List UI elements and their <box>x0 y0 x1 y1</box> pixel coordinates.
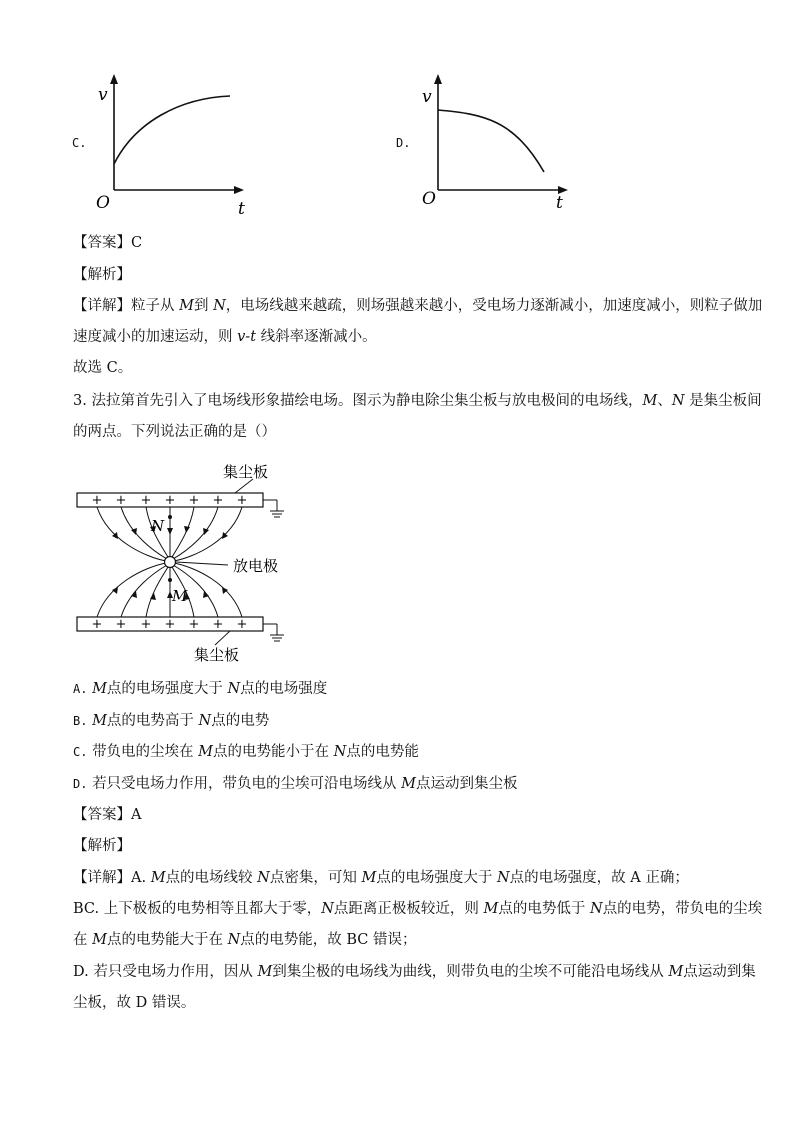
var-n: N <box>227 932 241 948</box>
bottom-plate-label: 集尘板 <box>194 646 240 664</box>
text: D. 若只受电场力作用，因从 <box>73 964 258 980</box>
electrode-label: 放电极 <box>233 557 279 575</box>
detail-tag: 【详解】 <box>73 298 131 314</box>
q3-analysis-line <box>73 835 733 857</box>
text: 点的电势 <box>211 713 270 729</box>
var-m: M <box>401 776 417 792</box>
q2-analysis-line <box>73 264 733 286</box>
graph-d <box>414 72 574 222</box>
precipitator-figure <box>70 455 370 670</box>
text: 速度减小的加速运动，则 <box>73 329 238 345</box>
graph-c-curve <box>114 96 230 164</box>
bottom-ground-icon <box>263 624 284 641</box>
graph-c-v-label: v <box>98 85 108 105</box>
q3-detail-line-4 <box>73 961 756 983</box>
text: 若只受电场力作用，带负电的尘埃可沿电场线从 <box>92 776 402 792</box>
plus-sign: + <box>140 617 152 632</box>
point-n-label: N <box>151 517 165 535</box>
graph-c-t-arrow <box>234 186 244 194</box>
text: 在 <box>73 932 93 948</box>
q2-detail-line-2 <box>73 326 733 348</box>
var-m: M <box>257 964 273 980</box>
plus-sign: + <box>140 493 152 508</box>
point-m-label: M <box>172 587 188 605</box>
q2-conclusion: 故选 C。 <box>73 360 133 376</box>
var-n: N <box>213 298 226 314</box>
var-n: N <box>321 901 334 917</box>
graph-d-curve <box>438 110 544 172</box>
graph-c <box>90 72 250 222</box>
text: 到集尘极的电场线为曲线，则带负电的尘埃不可能沿电场线从 <box>272 964 669 980</box>
q3-detail-line-5: 尘板，故 D 错误。 <box>73 995 196 1011</box>
plus-sign: + <box>115 617 127 632</box>
option-letter: B. <box>73 714 88 728</box>
text: 线斜率逐渐减小。 <box>256 329 377 345</box>
plus-sign: + <box>236 617 248 632</box>
text: 点密集，可知 <box>269 870 362 886</box>
q2-answer-line <box>73 232 733 254</box>
option-a <box>73 678 733 700</box>
answer-value: A <box>131 807 142 823</box>
option-letter: D. <box>73 777 88 791</box>
var-n: N <box>333 744 347 760</box>
electrode-leader <box>176 562 228 565</box>
graph-d-origin: O <box>422 189 436 209</box>
point-m <box>168 578 172 582</box>
var-n: N <box>257 870 270 886</box>
text: ，电场线越来越疏，则场强越来越小，受电场力逐渐减小，加速度减小，则粒子做加 <box>225 298 763 314</box>
plus-sign: + <box>115 493 127 508</box>
text: 点的电场强度 <box>240 681 328 697</box>
field-lines-bottom <box>97 563 242 617</box>
var-vt: v-t <box>237 329 257 345</box>
text: 点的电场强度大于 <box>376 870 497 886</box>
graph-c-t-label: t <box>238 199 245 219</box>
text: 点的电势能 <box>346 744 419 760</box>
plus-sign: + <box>164 617 176 632</box>
var-n: N <box>227 681 241 697</box>
plus-sign: + <box>236 493 248 508</box>
plus-sign: + <box>212 617 224 632</box>
var-m: M <box>668 964 684 980</box>
text: 粒子从 <box>131 298 180 314</box>
top-plate-leader <box>235 479 253 493</box>
var-m: M <box>642 393 658 409</box>
text: 点的电势能，故 BC 错误； <box>240 932 417 948</box>
var-m: M <box>361 870 377 886</box>
plus-sign: + <box>188 617 200 632</box>
var-m: M <box>92 713 107 729</box>
answer-tag: 【答案】 <box>73 807 131 823</box>
option-c <box>73 741 733 763</box>
text: A. <box>131 870 151 886</box>
q3-detail-line-2 <box>73 898 763 920</box>
graph-d-t-label: t <box>556 193 563 213</box>
text: 点的电势高于 <box>106 713 199 729</box>
var-m: M <box>92 681 107 697</box>
q2-detail-line-1 <box>73 295 763 317</box>
text: BC. 上下极板的电势相等且都大于零， <box>73 901 322 917</box>
graph-c-v-arrow <box>110 74 118 84</box>
q3-stem-line-2: 的两点。下列说法正确的是（） <box>73 424 276 440</box>
var-n: N <box>496 870 510 886</box>
text: 点的电势能大于在 <box>106 932 228 948</box>
text: 点距离正极板较近，则 <box>333 901 484 917</box>
text: 点的电场强度，故 A 正确； <box>509 870 689 886</box>
text: 点运动到集尘板 <box>416 776 518 792</box>
option-b <box>73 710 733 732</box>
top-ground-icon <box>263 500 284 517</box>
text: 到 <box>193 298 214 314</box>
answer-value: C <box>131 235 143 251</box>
q3-answer-line <box>73 804 733 826</box>
plus-sign: + <box>164 493 176 508</box>
option-letter: C. <box>73 745 88 759</box>
text: 点的电势低于 <box>498 901 590 917</box>
text: 点的电势能小于在 <box>213 744 334 760</box>
graph-d-label: D. <box>396 136 411 150</box>
q3-stem-line-1 <box>73 390 762 412</box>
graph-d-v-arrow <box>434 74 442 84</box>
text: 点的电场强度大于 <box>106 681 228 697</box>
discharge-electrode <box>165 557 176 568</box>
top-plate-label: 集尘板 <box>223 463 269 481</box>
var-m: M <box>483 901 499 917</box>
plus-sign: + <box>91 493 103 508</box>
text: 、 <box>657 393 672 409</box>
point-n <box>168 515 172 519</box>
text: 带负电的尘埃在 <box>92 744 199 760</box>
text: 点的电势，带负电的尘埃 <box>602 901 763 917</box>
var-m: M <box>179 298 194 314</box>
graph-c-label: C. <box>72 136 87 150</box>
text: 是集尘板间 <box>684 393 762 409</box>
detail-tag: 【详解】 <box>73 870 131 886</box>
plus-sign: + <box>188 493 200 508</box>
option-d <box>73 773 733 795</box>
analysis-tag: 【解析】 <box>73 267 131 283</box>
plus-sign: + <box>212 493 224 508</box>
graph-d-v-label: v <box>422 87 432 107</box>
graph-c-origin: O <box>96 193 110 213</box>
var-n: N <box>590 901 603 917</box>
analysis-tag: 【解析】 <box>73 838 131 854</box>
var-n: N <box>671 393 685 409</box>
option-letter: A. <box>73 682 88 696</box>
text: 点的电场线较 <box>165 870 258 886</box>
q3-detail-line-3 <box>73 929 733 951</box>
var-n: N <box>198 713 212 729</box>
answer-tag: 【答案】 <box>73 235 131 251</box>
var-m: M <box>198 744 214 760</box>
var-m: M <box>150 870 166 886</box>
plus-sign: + <box>91 617 103 632</box>
text: 点运动到集 <box>683 964 756 980</box>
text: 3. 法拉第首先引入了电场线形象描绘电场。图示为静电除尘集尘板与放电极间的电场线， <box>73 393 643 409</box>
q3-detail-line-1 <box>73 867 733 889</box>
var-m: M <box>92 932 107 948</box>
bottom-plate-leader <box>215 631 230 645</box>
